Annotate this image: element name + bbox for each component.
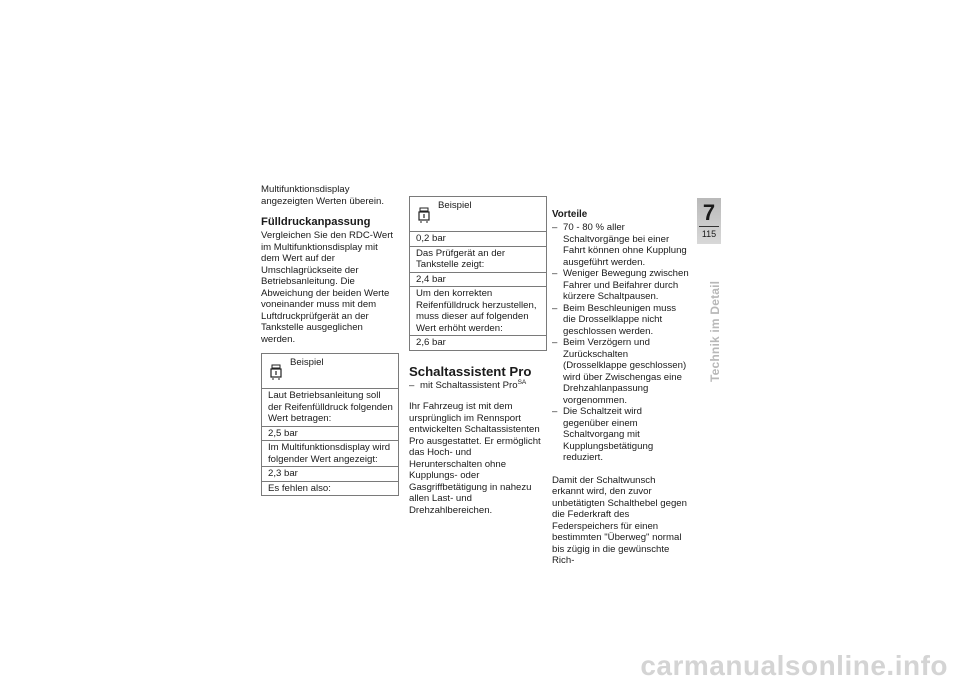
example-row: Das Prüfgerät an der Tankstelle zeigt: [410,247,546,273]
example-row: 2,3 bar [262,467,398,482]
equipment-note-item [409,380,547,392]
page-number: 115 [701,229,717,239]
column-middle [409,196,547,516]
example-row: 2,4 bar [410,273,546,288]
chapter-title: Technik im Detail [708,280,722,382]
advantage-item: – Beim Verzögern und Zurückschalten (Drosselklappe geschlossen) wird über Zwischengas eine Drehzahlanpassung vorgenommen. [552,337,690,406]
example-row: 2,6 bar [416,337,446,348]
advantage-item: – Die Schaltzeit wird gegenüber einem Schaltvorgang mit Kupplungsbetätigung reduziert. [552,406,690,464]
column-left [261,184,399,496]
section-body-schaltassistent: Ihr Fahrzeug ist mit dem ursprünglich im Rennsport entwickelten Schaltassistenten Pro ausgestattet. Er ermöglicht das Hoch- und Herunterschalten ohne Kupplungs- oder Gasgriffbetätigung in nahezu allen Last- und Drehzahlbereichen. [409,401,541,516]
chapter-divider [699,226,719,227]
watermark: carmanualsonline.info [640,649,948,681]
example-label: Beispiel [290,357,324,368]
example-row: Es fehlen also: [268,482,331,494]
example-row: Um den korrekten Reifenfülldruck herzustellen, muss dieser auf folgenden Wert erhöht werden: [410,287,546,336]
advantage-item: – Weniger Bewegung zwischen Fahrer und Beifahrer durch kürzere Schaltpausen. [552,268,690,303]
chapter-side-title [708,280,722,382]
example-row: Laut Betriebsanleitung soll der Reifenfülldruck folgenden Wert betragen: [262,389,398,427]
section-body-fuelldruck: Vergleichen Sie den RDC-Wert im Multifunktionsdisplay mit dem Wert auf der Umschlagrückseite der Betriebsanleitung. Die Abweichung der beiden Werte voneinander muss mit dem Luftdruckprüfgerät an der Tankstelle ausgeglichen werden. [261,230,394,345]
section-heading-fuelldruck: Fülldruckanpassung [261,216,371,228]
equipment-note [409,380,547,392]
example-box-1 [261,353,399,496]
section-heading-schaltassistent: Schaltassistent Pro [409,363,532,379]
tire-pressure-gauge-icon [269,364,283,380]
example-row: 2,5 bar [262,427,398,442]
chapter-number: 7 [702,200,716,225]
advantages-list [552,222,690,464]
intro-text: Multifunktionsdisplay angezeigten Werten überein. [261,184,385,207]
shift-recognition-text: Damit der Schaltwunsch erkannt wird, den zuvor unbetätigten Schalthebel gegen die Federkraft des Federspeichers für einen bestimmten "Überweg" normal bis zügig in die gewünschte Rich- [552,474,687,566]
example-box-2 [409,196,547,351]
chapter-tab [697,198,721,244]
advantage-item: – Beim Beschleunigen muss die Drosselklappe nicht geschlossen werden. [552,303,690,338]
advantages-heading: Vorteile [552,209,588,220]
example-row: 0,2 bar [410,232,546,247]
advantage-item: – 70 - 80 % aller Schaltvorgänge bei einer Fahrt können ohne Kupplung ausgeführt werden. [552,222,690,268]
example-label: Beispiel [438,200,472,211]
example-row: Im Multifunktionsdisplay wird folgender Wert angezeigt: [262,441,398,467]
example-box-header [262,354,398,389]
equipment-note-text: mit Schaltassistent Pro [420,379,518,391]
equipment-sa-marker: SA [517,378,527,386]
column-right [552,209,690,567]
example-box-header [410,197,546,232]
tire-pressure-gauge-icon [417,207,431,223]
